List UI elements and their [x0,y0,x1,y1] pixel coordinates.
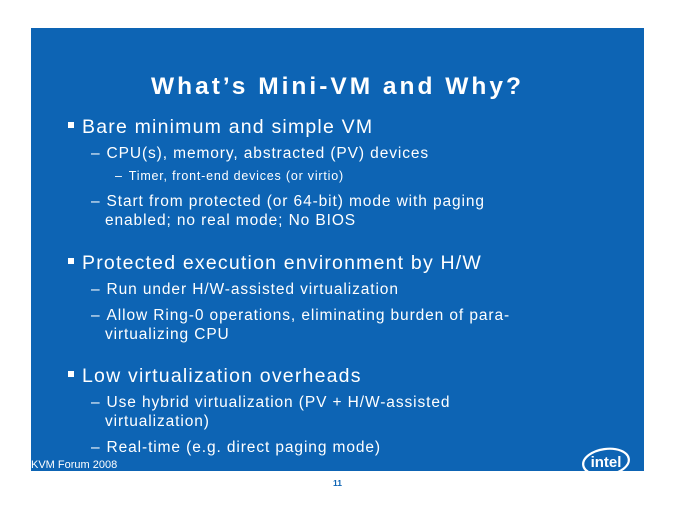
dash-marker: – [91,193,101,210]
slide-title: What’s Mini-VM and Why? [151,73,524,100]
dash-marker: – [91,394,101,411]
dash-marker: – [91,439,101,456]
dash-marker: – [91,307,101,324]
bullet-3-sub-1-continuation: virtualization) [105,413,210,430]
bullet-1 [68,116,373,139]
footer-event-name: KVM Forum 2008 [31,459,118,471]
slide [31,28,644,471]
bullet-3 [68,365,362,388]
bullet-1-sub-1-sub-1 [115,169,344,183]
bullet-2-sub-1 [91,281,399,299]
bullet-1-sub-1 [91,145,429,163]
bullet-2-sub-2-continuation: virtualizing CPU [105,326,230,343]
bullet-1-sub-1-text: CPU(s), memory, abstracted (PV) devices [106,145,430,162]
bullet-1-sub-2-continuation: enabled; no real mode; No BIOS [105,212,357,229]
bullet-2 [68,252,482,275]
bullet-2-sub-2-text: Allow Ring-0 operations, eliminating burden of para- [106,307,511,324]
logo-text: intel [590,454,622,471]
bullet-1-text: Bare minimum and simple VM [82,116,374,138]
dash-marker: – [91,145,101,162]
dash-marker: – [91,281,101,298]
bullet-1-sub-1-sub-1-text: Timer, front-end devices (or virtio) [128,169,344,183]
bullet-3-sub-1 [91,394,450,412]
bullet-2-sub-2 [91,307,510,325]
bullet-1-sub-2 [91,193,485,211]
bullet-2-text: Protected execution environment by H/W [82,252,483,274]
page-number: 11 [333,478,342,488]
bullet-2-sub-1-text: Run under H/W-assisted virtualization [106,281,399,298]
bullet-3-text: Low virtualization overheads [82,365,362,387]
bullet-3-sub-2-text: Real-time (e.g. direct paging mode) [106,439,381,456]
dash-marker: – [115,169,123,183]
bullet-3-sub-2 [91,439,381,457]
bullet-1-sub-2-text: Start from protected (or 64-bit) mode with paging [106,193,485,210]
square-bullet-icon [68,258,74,264]
square-bullet-icon [68,371,74,377]
bullet-3-sub-1-text: Use hybrid virtualization (PV + H/W-assisted [106,394,451,411]
square-bullet-icon [68,122,74,128]
intel-logo-icon [580,444,632,480]
